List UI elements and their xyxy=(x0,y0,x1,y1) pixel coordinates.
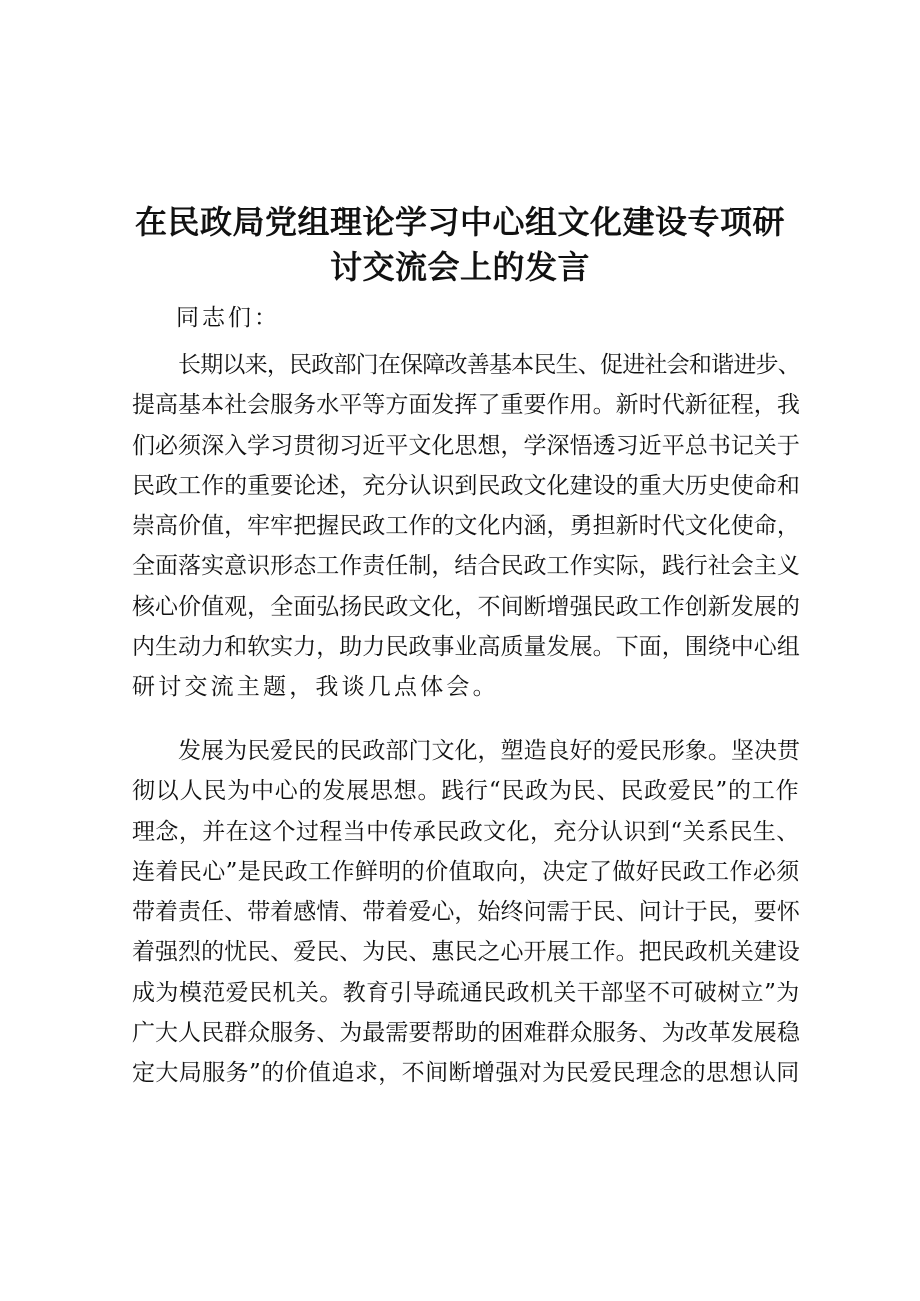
text-line: 们必须深入学习贯彻习近平文化思想，学深悟透习近平总书记关于 xyxy=(132,432,800,459)
text-line: 成为模范爱民机关。教育引导疏通民政机关干部坚不可破树立”为 xyxy=(132,979,800,1006)
text-line: 连着民心”是民政工作鲜明的价值取向，决定了做好民政工作必须 xyxy=(132,858,800,885)
text-line: 民政工作的重要论述，充分认识到民政文化建设的重大历史使命和 xyxy=(132,472,800,499)
text-line: 理念，并在这个过程当中传承民政文化，充分认识到“关系民生、 xyxy=(132,818,800,845)
text-line: 长期以来，民政部门在保障改善基本民生、促进社会和谐进步、 xyxy=(178,352,800,378)
text-line: 崇高价值，牢牢把握民政工作的文化内涵，勇担新时代文化使命， xyxy=(132,513,800,540)
document-title xyxy=(90,200,830,290)
text-line: 全面落实意识形态工作责任制，结合民政工作实际，践行社会主义 xyxy=(132,553,800,580)
title-line: 在民政局党组理论学习中心组文化建设专项研 xyxy=(134,203,785,241)
text-line: 发展为民爱民的民政部门文化，塑造良好的爱民形象。坚决贯 xyxy=(178,738,801,764)
text-line: 提高基本社会服务水平等方面发挥了重要作用。新时代新征程，我 xyxy=(132,392,800,419)
text-line: 定大局服务”的价值追求，不间断增强对为民爱民理念的思想认同 xyxy=(132,1060,800,1087)
text-line: 着强烈的忧民、爱民、为民、惠民之心开展工作。把民政机关建设 xyxy=(132,939,800,966)
text-line: 带着责任、带着感情、带着爱心，始终问需于民、问计于民，要怀 xyxy=(132,899,800,926)
text-line: 研讨交流主题，我谈几点体会。 xyxy=(132,674,499,701)
text-line: 彻以人民为中心的发展思想。践行“民政为民、民政爱民”的工作 xyxy=(132,778,800,805)
paragraph-intro xyxy=(132,345,800,708)
text-line: 内生动力和软实力，助力民政事业高质量发展。下面，围绕中心组 xyxy=(132,634,800,661)
text-line: 核心价值观，全面弘扬民政文化，不间断增强民政工作创新发展的 xyxy=(132,593,800,620)
salutation: 同志们： xyxy=(176,305,280,331)
text-line: 广大人民群众服务、为最需要帮助的困难群众服务、为改革发展稳 xyxy=(132,1020,800,1047)
title-line: 讨交流会上的发言 xyxy=(329,248,590,286)
paragraph-section-1 xyxy=(132,731,800,1094)
